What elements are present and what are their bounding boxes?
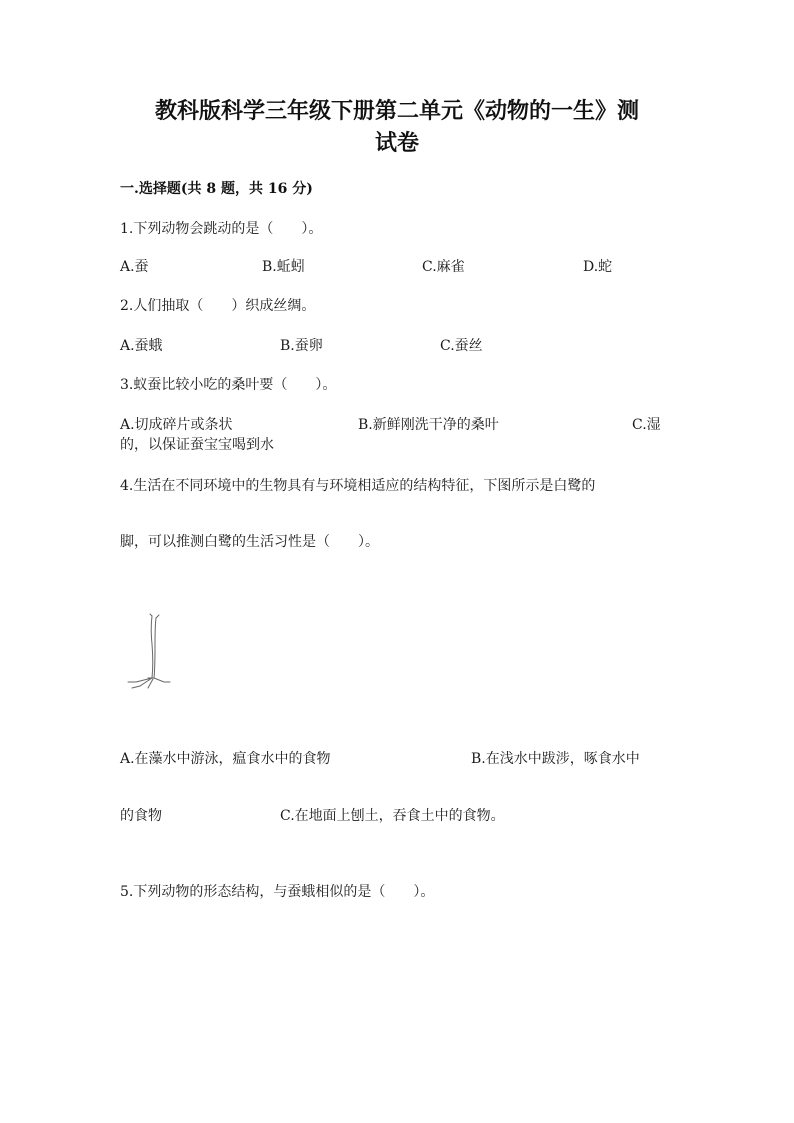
question-3-option-c-continued: 的，以保证蚕宝宝喝到水 [120, 437, 274, 453]
question-3-option-a: A.切成碎片或条状 [120, 417, 233, 433]
question-4-option-c: C.在地面上刨土，吞食土中的食物。 [280, 808, 505, 824]
question-3-option-c: C.湿 [632, 417, 661, 433]
question-1-option-b: B.蚯蚓 [262, 259, 305, 275]
question-4-option-a: A.在藻水中游泳，瘟食水中的食物 [120, 751, 331, 767]
question-3-stem: 3.蚁蚕比较小吃的桑叶要（ ）。 [120, 377, 337, 393]
question-4-option-b-continued: 的食物 [120, 808, 162, 824]
page-title-line-2: 试卷 [374, 130, 419, 156]
question-2-option-c: C.蚕丝 [440, 338, 483, 354]
question-4-option-b: B.在浅水中跋涉，啄食水中 [471, 751, 640, 767]
egret-foot-sketch-icon [124, 612, 174, 692]
page-title-line-1: 教科版科学三年级下册第二单元《动物的一生》测 [154, 98, 639, 124]
question-2-stem: 2.人们抽取（ ）织成丝绸。 [120, 298, 316, 314]
question-1-option-a: A.蚕 [120, 259, 149, 275]
question-4-stem-line-2: 脚，可以推测白鹭的生活习性是（ ）。 [120, 534, 379, 550]
question-3-option-b: B.新鲜刚洗干净的桑叶 [358, 417, 499, 433]
question-1-option-d: D.蛇 [583, 259, 613, 275]
section-heading: 一.选择题(共 8 题，共 16 分) [120, 181, 313, 197]
question-5-stem: 5.下列动物的形态结构，与蚕蛾相似的是（ ）。 [120, 884, 435, 900]
question-4-stem-line-1: 4.生活在不同环境中的生物具有与环境相适应的结构特征，下图所示是白鹭的 [120, 478, 596, 494]
question-1-stem: 1.下列动物会跳动的是（ ）。 [120, 221, 323, 237]
question-2-option-b: B.蚕卵 [280, 338, 323, 354]
question-1-option-c: C.麻雀 [422, 259, 465, 275]
question-2-option-a: A.蚕蛾 [120, 338, 163, 354]
